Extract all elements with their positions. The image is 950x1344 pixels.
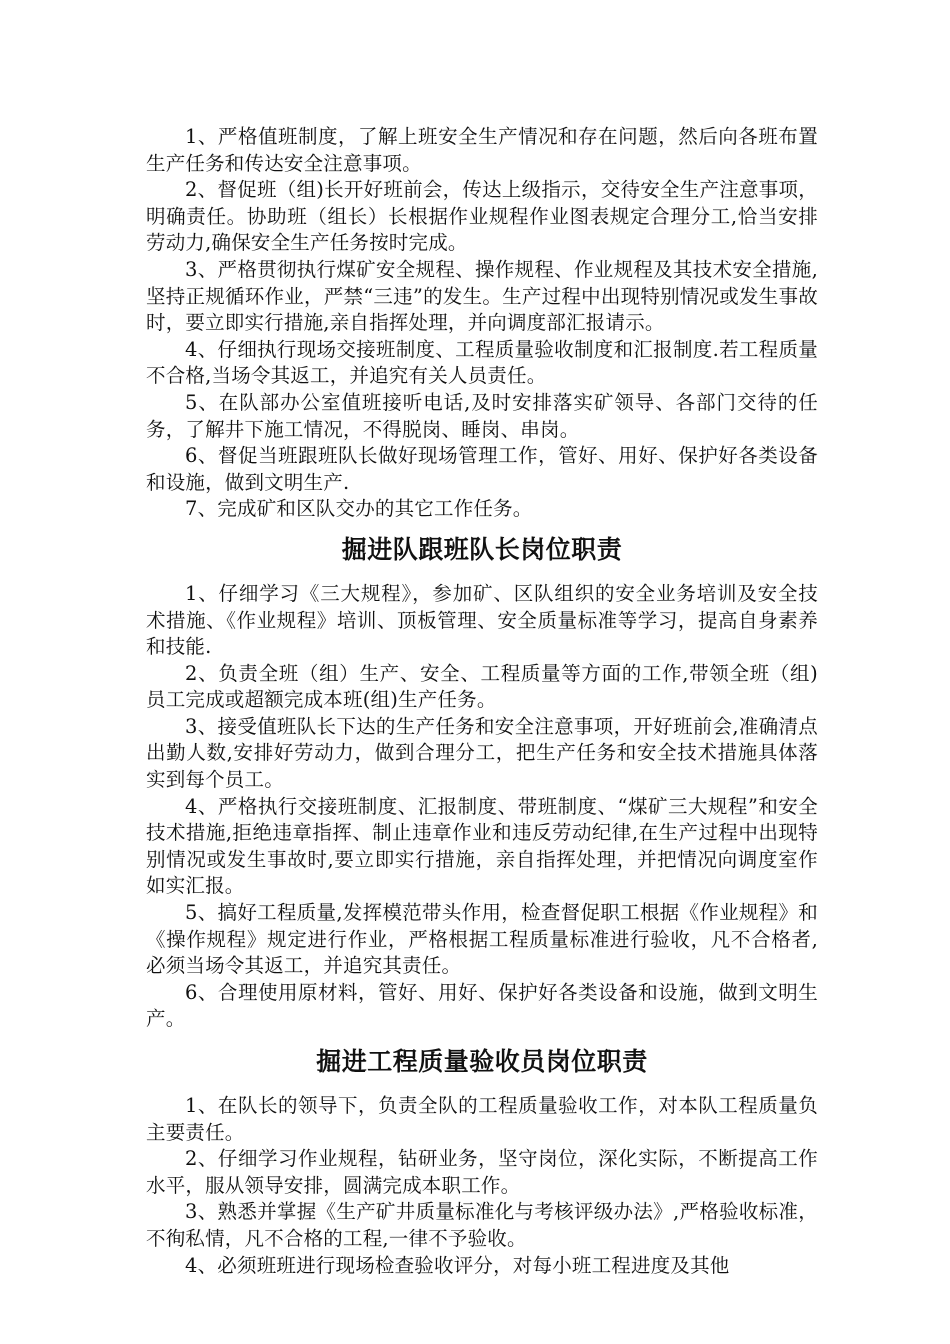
paragraph: 5、在队部办公室值班接听电话,及时安排落实矿领导、各部门交待的任务，了解井下施工情况，不得脱岗、睡岗、串岗。 [146, 390, 818, 441]
paragraph: 3、接受值班队长下达的生产任务和安全注意事项，开好班前会,准确清点出勤人数,安排好劳动力，做到合理分工，把生产任务和安全技术措施具体落实到每个员工。 [146, 714, 818, 792]
paragraph: 2、负责全班（组）生产、安全、工程质量等方面的工作,带领全班（组)员工完成或超额完成本班(组)生产任务。 [146, 661, 818, 712]
paragraph: 4、严格执行交接班制度、汇报制度、带班制度、“煤矿三大规程”和安全技术措施,拒绝违章指挥、制止违章作业和违反劳动纪律,在生产过程中出现特别情况或发生事故时,要立即实行措施，亲自指挥处理，并把情况向调度室作如实汇报。 [146, 794, 818, 898]
paragraph: 5、搞好工程质量,发挥模范带头作用，检查督促职工根据《作业规程》和《操作规程》规定进行作业，严格根据工程质量标准进行验收，凡不合格者,必须当场令其返工，并追究其责任。 [146, 901, 818, 978]
paragraph: 6、督促当班跟班队长做好现场管理工作，管好、用好、保护好各类设备和设施，做到文明生产. [146, 444, 818, 494]
paragraph: 3、严格贯彻执行煤矿安全规程、操作规程、作业规程及其技术安全措施,坚持正规循环作业，严禁“三违”的发生。生产过程中出现特别情况或发生事故时，要立即实行措施,亲自指挥处理，并向调度部汇报请示。 [146, 257, 818, 335]
document-page [146, 124, 818, 1279]
section-duty-captain-duties [146, 124, 818, 523]
paragraph: 6、合理使用原材料，管好、用好、保护好各类设备和设施，做到文明生产。 [146, 980, 818, 1031]
paragraph: 1、在队长的领导下，负责全队的工程质量验收工作，对本队工程质量负主要责任。 [146, 1094, 818, 1144]
paragraph: 7、完成矿和区队交办的其它工作任务。 [185, 497, 533, 521]
paragraph: 1、严格值班制度，了解上班安全生产情况和存在问题，然后向各班布置生产任务和传达安全注意事项。 [146, 125, 818, 175]
paragraph: 2、督促班（组)长开好班前会，传达上级指示，交待安全生产注意事项，明确责任。协助班（组长）长根据作业规程作业图表规定合理分工,恰当安排劳动力,确保安全生产任务按时完成。 [146, 178, 818, 255]
paragraph: 3、熟悉并掌握《生产矿井质量标准化与考核评级办法》,严格验收标准，不徇私情，凡不合格的工程,一律不予验收。 [146, 1200, 818, 1250]
paragraph: 4、必须班班进行现场检查验收评分，对每小班工程进度及其他 [185, 1253, 730, 1277]
section-heading: 掘进队跟班队长岗位职责 [341, 534, 623, 564]
paragraph: 4、仔细执行现场交接班制度、工程质量验收制度和汇报制度.若工程质量不合格,当场令其返工，并追究有关人员责任。 [146, 337, 818, 388]
section-heading: 掘进工程质量验收员岗位职责 [316, 1047, 648, 1076]
paragraph: 2、仔细学习作业规程，钻研业务，坚守岗位，深化实际，不断提高工作水平，服从领导安排，圆满完成本职工作。 [146, 1147, 818, 1197]
section-quality-inspector-duties [146, 1093, 818, 1279]
section-shift-captain-duties [146, 581, 818, 1033]
paragraph: 1、仔细学习《三大规程》，参加矿、区队组织的安全业务培训及安全技术措施、《作业规程》培训、顶板管理、安全质量标准等学习，提高自身素养和技能. [146, 581, 818, 659]
